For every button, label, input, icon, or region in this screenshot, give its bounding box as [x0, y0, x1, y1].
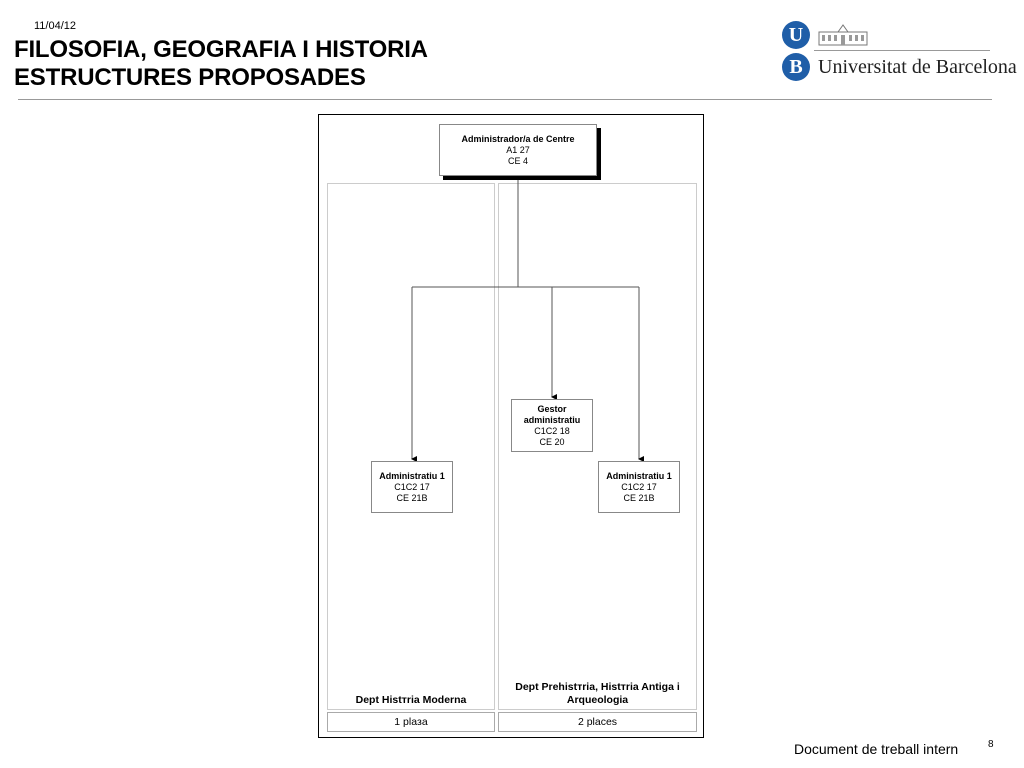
box-ce: CE 20: [539, 436, 565, 447]
dept-left-places: 1 plaзa: [327, 712, 495, 732]
dept-right-name-line-2: Arqueologia: [566, 694, 629, 706]
dept-right-name-line-1: Dept Prehistтria, Histтria Antiga i: [515, 681, 680, 693]
date: 11/04/12: [34, 20, 77, 32]
logo-b-icon: B: [782, 53, 810, 81]
title-line-2: ESTRUCTURES PROPOSADES: [14, 64, 366, 91]
university-name: Universitat de Barcelona: [818, 56, 1017, 78]
box-grade: C1C2 17: [621, 481, 657, 492]
box-administratiu-right: [598, 461, 680, 513]
dept-left-name: Dept Histтria Moderna: [355, 694, 467, 706]
box-title: Administratiu 1: [379, 470, 445, 481]
box-title: Administrador/a de Centre: [461, 133, 575, 144]
dept-right-name: [498, 681, 697, 707]
box-administrador-centre: [439, 124, 597, 176]
box-grade: C1C2 17: [394, 481, 430, 492]
footer-note: Document de treball intern: [794, 741, 959, 757]
box-title: Administratiu 1: [606, 470, 672, 481]
box-ce: CE 4: [507, 155, 528, 166]
box-title-line-1: Gestor: [537, 403, 567, 414]
box-ce: CE 21B: [623, 492, 655, 503]
box-gestor-administratiu: [511, 399, 593, 452]
dept-right-places: 2 places: [498, 712, 697, 732]
box-grade: C1C2 18: [534, 425, 570, 436]
box-grade: A1 27: [506, 144, 530, 155]
box-ce: CE 21B: [396, 492, 428, 503]
title-line-1: FILOSOFIA, GEOGRAFIA I HISTORIA: [14, 36, 428, 63]
page-number: 8: [988, 739, 994, 750]
box-title-line-2: administratiu: [523, 414, 581, 425]
logo-u-icon: U: [782, 21, 810, 49]
box-administratiu-left: [371, 461, 453, 513]
